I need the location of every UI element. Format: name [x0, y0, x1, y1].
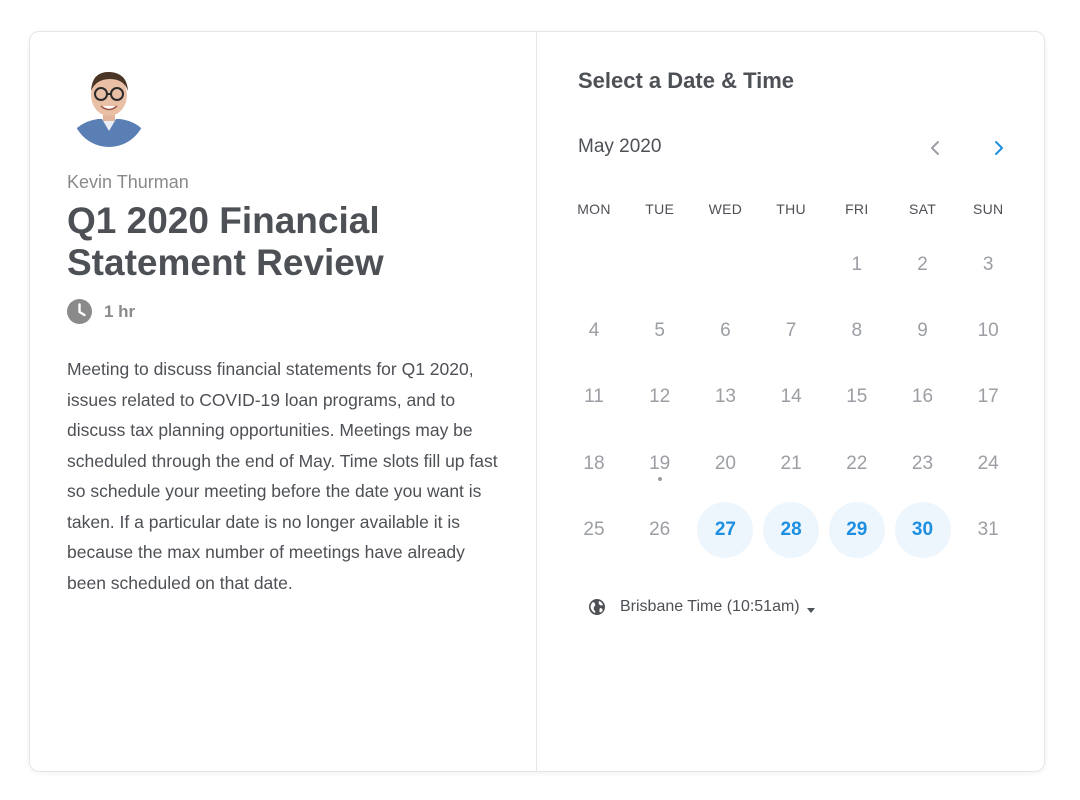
weekday-fri: FRI	[845, 201, 869, 217]
day-14: 14	[780, 386, 802, 408]
month-label: May 2020	[578, 136, 662, 157]
day-25: 25	[583, 518, 605, 540]
day-7: 7	[785, 320, 797, 342]
host-name: Kevin Thurman	[67, 172, 189, 192]
next-month-button[interactable]	[983, 132, 1015, 164]
day-5: 5	[654, 320, 665, 342]
available-day-29[interactable]: 29	[829, 502, 885, 558]
day-15: 15	[846, 386, 868, 408]
chevron-left-icon	[929, 140, 941, 156]
day-20: 20	[714, 452, 736, 474]
day-10: 10	[977, 320, 999, 342]
day-12: 12	[649, 386, 671, 408]
day-3: 3	[982, 254, 994, 275]
available-day-30[interactable]: 30	[895, 502, 951, 558]
day-13: 13	[714, 386, 736, 408]
clock-icon	[67, 299, 92, 324]
event-details-panel	[30, 32, 537, 771]
today-indicator	[658, 477, 662, 481]
day-16: 16	[911, 386, 934, 408]
day-8: 8	[851, 320, 863, 342]
caret-down-icon	[806, 602, 816, 612]
day-17: 17	[977, 386, 999, 408]
day-2: 2	[917, 254, 928, 275]
day-19: 19	[649, 452, 671, 474]
panel-title: Select a Date & Time	[578, 68, 795, 93]
timezone-selector[interactable]	[588, 598, 816, 616]
chevron-right-icon	[993, 140, 1005, 156]
weekday-wed: WED	[708, 201, 743, 217]
day-9: 9	[917, 320, 928, 342]
date-picker-panel	[537, 32, 1045, 771]
weekday-thu: THU	[776, 201, 806, 217]
day-24: 24	[977, 452, 999, 474]
duration-label: 1 hr	[104, 301, 136, 321]
weekday-mon: MON	[577, 201, 611, 217]
day-21: 21	[780, 452, 802, 474]
day-22: 22	[846, 452, 868, 474]
weekday-sun: SUN	[972, 201, 1004, 217]
day-26: 26	[649, 518, 671, 540]
scheduling-card	[29, 31, 1045, 772]
available-day-27[interactable]: 27	[697, 502, 753, 558]
event-duration	[67, 299, 135, 324]
event-description: Meeting to discuss financial statements for Q1 2020, issues related to COVID-19 loan programs, and to discuss tax planning opportunities. Meetings may be scheduled through the end of May. Time slots fill up fast so schedule your meeting before the date you want is taken. If a particular date is no longer available it is because the max number of meetings have already been scheduled on that date.	[67, 359, 498, 593]
day-4: 4	[588, 320, 600, 342]
day-18: 18	[583, 452, 605, 474]
day-23: 23	[911, 452, 934, 474]
day-11: 11	[584, 386, 604, 408]
weekday-sat: SAT	[908, 201, 937, 217]
previous-month-button[interactable]	[919, 132, 951, 164]
timezone-label: Brisbane Time (10:51am)	[620, 598, 800, 615]
event-title: Q1 2020 Financial Statement Review	[67, 200, 384, 283]
available-day-28[interactable]: 28	[763, 502, 819, 558]
weekday-tue: TUE	[645, 201, 675, 217]
day-6: 6	[720, 320, 731, 342]
day-31: 31	[977, 518, 999, 540]
host-avatar	[72, 65, 146, 147]
day-1: 1	[851, 254, 863, 275]
globe-icon	[588, 598, 606, 616]
